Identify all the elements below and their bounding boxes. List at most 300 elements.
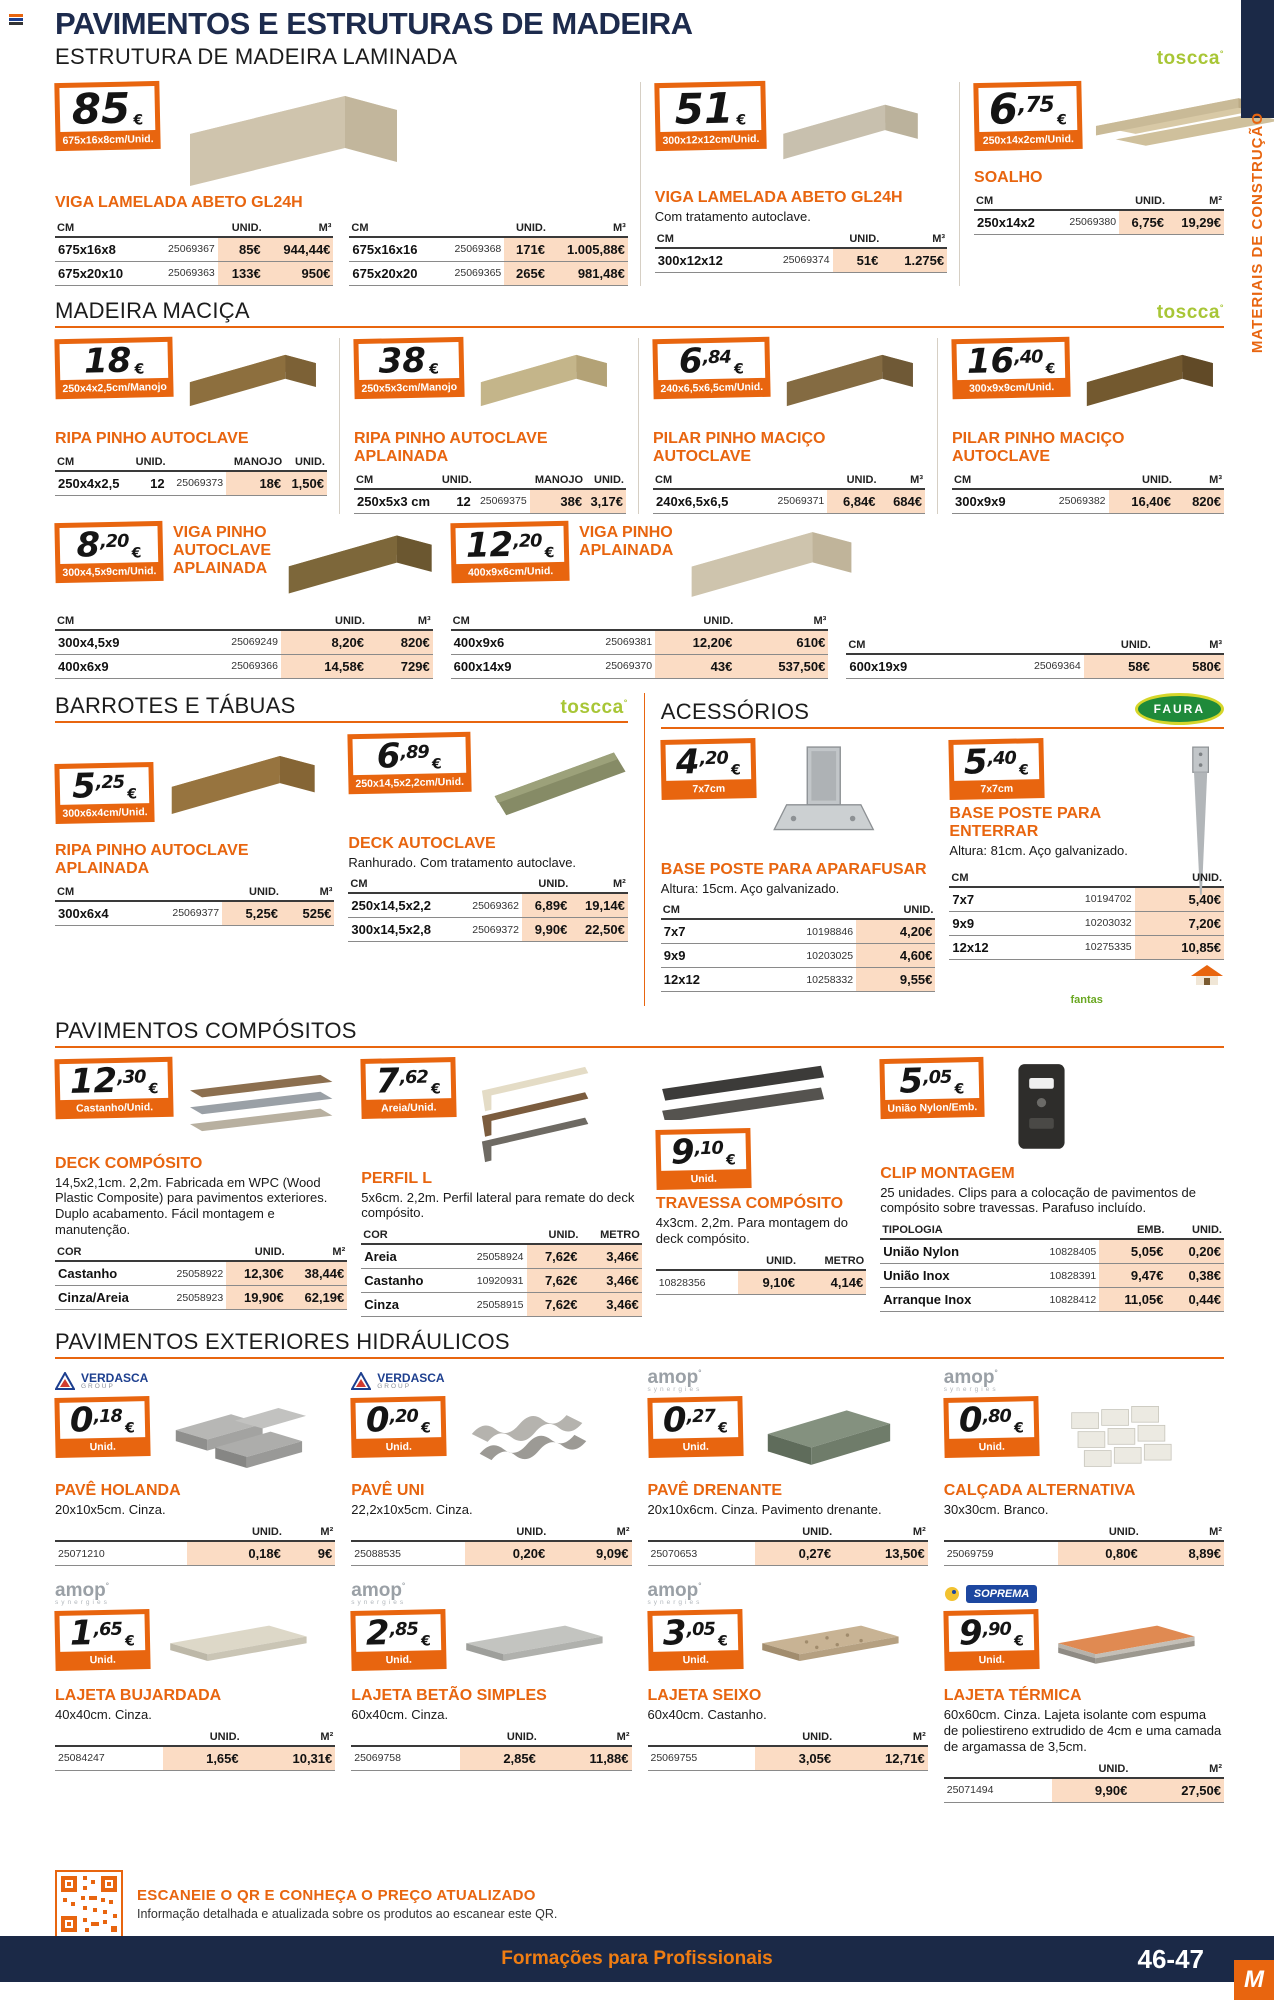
product-card [451, 522, 829, 679]
product-name: VIGA LAMELADA ABETO GL24H [55, 194, 303, 211]
table-cell: 3,46€ [581, 1293, 642, 1317]
table-cell: 25069758 [351, 1746, 459, 1771]
column-header: M³ [881, 231, 947, 248]
column-header: M³ [264, 220, 334, 237]
table-cell: 9,47€ [1099, 1264, 1166, 1288]
product-description: 25 unidades. Clips para a colocação de pavimentos de compósito sobre travessas. Parafuso incluído. [880, 1184, 1197, 1216]
price-tag [54, 337, 174, 399]
euro-sign: € [124, 1420, 135, 1437]
column-header: CM [55, 884, 142, 901]
table-cell: 610€ [735, 630, 828, 655]
column-header [1033, 472, 1108, 489]
product-image [160, 1397, 310, 1475]
product-card [55, 522, 433, 679]
table-cell: 85€ [218, 237, 264, 262]
table-cell: Areia [361, 1244, 452, 1269]
price-table [55, 884, 334, 926]
page-numbers: 46-47 [1137, 1943, 1204, 1974]
qr-footer-subtitle: Informação detalhada e atualizada sobre os produtos ao escanear este QR. [137, 1907, 558, 1921]
euro-sign: € [1045, 360, 1056, 378]
column-header: METRO [581, 1227, 642, 1244]
column-header [474, 472, 530, 489]
product-card [944, 1582, 1224, 1802]
table-cell: 19,90€ [226, 1286, 287, 1310]
section-heading: PAVIMENTOS COMPÓSITOS [55, 1017, 357, 1043]
column-header: UNID. [738, 1253, 798, 1270]
table-cell: 12,20€ [655, 630, 735, 655]
product-name: PAVÊ UNI [351, 1482, 425, 1500]
table-cell: 300x4,5x9 [55, 630, 182, 655]
soprema-logo: SOPREMA [944, 1582, 1224, 1606]
price-table [656, 1253, 866, 1295]
price-table [952, 472, 1224, 514]
product-name: DECK COMPÓSITO [55, 1154, 203, 1172]
table-cell: 981,48€ [548, 261, 628, 285]
price-tag-caption: Castanho/Unid. [75, 1100, 154, 1115]
table-cell: 820€ [1174, 489, 1224, 514]
product-name: CLIP MONTAGEM [880, 1164, 1015, 1182]
price-value: $0^{,80}€$ [958, 1400, 1024, 1442]
column-header [142, 884, 223, 901]
column-header: UNID. [1084, 637, 1153, 654]
table-cell: 12,30€ [226, 1261, 287, 1286]
bottom-bar [0, 1936, 1274, 1982]
product-image [183, 338, 333, 423]
price-value: $1^{,65}€$ [69, 1613, 135, 1654]
price-tag-caption: Unid. [89, 1440, 117, 1454]
table-cell: 18€ [226, 471, 284, 496]
house-icon [1190, 964, 1224, 990]
table-cell: 250x5x3 cm [354, 489, 438, 514]
table-cell: 7,62€ [527, 1244, 581, 1269]
price-table [55, 613, 433, 679]
price-table [351, 1729, 631, 1771]
column-header [1032, 870, 1135, 887]
price-table [351, 1524, 631, 1566]
column-header [438, 220, 504, 237]
table-cell: 25084247 [55, 1746, 163, 1771]
column-header [976, 637, 1083, 654]
section-heading: BARROTES E TÁBUAS [55, 692, 296, 718]
price-tag-caption: 250x4x2,5cm/Manojo [62, 380, 168, 395]
table-row [880, 1264, 1224, 1288]
euro-sign: € [432, 756, 443, 773]
table-cell: 12 [130, 471, 168, 496]
table-cell: 950€ [264, 261, 334, 285]
table-cell: 0,20€ [465, 1541, 548, 1566]
price-value: $12^{,20}€$ [465, 524, 555, 566]
table-cell: 10828356 [656, 1270, 738, 1295]
table-cell: 9,90€ [1052, 1778, 1131, 1803]
table-row [55, 1541, 335, 1566]
column-header: UNID. [226, 1244, 287, 1261]
product-image [466, 1058, 601, 1163]
table-cell: 675x16x16 [349, 237, 438, 262]
product-image [1080, 338, 1230, 423]
table-cell: 0,44€ [1166, 1288, 1224, 1312]
price-tag-caption: 250x5x3cm/Manojo [361, 380, 458, 395]
price-table [648, 1729, 928, 1771]
table-cell: União Nylon [880, 1239, 1020, 1264]
euro-sign: € [148, 1080, 159, 1097]
table-cell: 944,44€ [264, 237, 334, 262]
table-cell: 300x9x9 [952, 489, 1033, 514]
price-tag-caption: Unid. [682, 1440, 709, 1454]
price-tag [973, 81, 1082, 151]
product-name: LAJETA BUJARDADA [55, 1687, 222, 1705]
euro-sign: € [421, 1633, 432, 1650]
table-cell: 4,14€ [798, 1270, 866, 1295]
table-row [361, 1293, 642, 1317]
product-image [780, 338, 930, 423]
table-cell: 171€ [504, 237, 548, 262]
table-row [55, 630, 433, 655]
table-cell: 537,50€ [735, 654, 828, 678]
table-cell: 7,62€ [527, 1293, 581, 1317]
table-cell: 6,89€ [522, 893, 570, 918]
column-header [55, 1729, 163, 1746]
table-cell: 25069249 [182, 630, 281, 655]
price-table [846, 631, 1224, 679]
product-image [776, 82, 936, 182]
table-cell: 25069381 [563, 630, 655, 655]
product-card [339, 338, 626, 514]
price-value: $5^{,25}€$ [71, 765, 138, 807]
table-cell: 675x16x8 [55, 237, 148, 262]
column-header [351, 1729, 459, 1746]
print-registration-mark [9, 14, 23, 26]
table-cell: 300x14,5x2,8 [348, 918, 455, 942]
product-image [170, 82, 420, 187]
table-cell: 3,46€ [581, 1244, 642, 1269]
amop-logo: amop° synergies [943, 1367, 999, 1394]
price-tag [351, 1609, 447, 1671]
table-cell: 25058924 [453, 1244, 527, 1269]
section-heading: MADEIRA MACIÇA [55, 297, 250, 323]
product-description: 60x60cm. Cinza. Lajeta isolante com espuma de poliestireno extrudido de 4cm e uma camada de argamassa de 3,5cm. [943, 1707, 1222, 1754]
price-value: $3^{,05}€$ [661, 1613, 728, 1654]
price-value: 18 € [83, 340, 145, 382]
column-header: M² [1167, 193, 1224, 210]
euro-sign: € [124, 1633, 135, 1650]
verdasca-logo: VERDASCA GROUP [55, 1369, 335, 1393]
table-cell: 9x9 [661, 944, 748, 968]
table-row [348, 893, 627, 918]
price-value: $5^{,40}€$ [963, 741, 1030, 783]
toscca-logo: toscca° [1156, 301, 1224, 323]
corner-color-block [1241, 0, 1274, 118]
product-image [656, 1058, 831, 1120]
price-table [944, 1524, 1224, 1566]
price-table [653, 472, 925, 514]
product-description: 5x6cm. 2,2m. Perfil lateral para remate do deck compósito. [361, 1189, 635, 1221]
table-cell: 11,88€ [539, 1746, 632, 1771]
table-cell: 10203032 [1032, 911, 1135, 935]
table-cell: 525€ [281, 901, 334, 926]
price-tag-caption: 7x7cm [980, 782, 1014, 795]
table-cell: 1.275€ [881, 248, 947, 273]
product-name: VIGA PINHO APLAINADA [579, 523, 674, 559]
table-row [661, 968, 936, 992]
column-header: UNID. [527, 1227, 581, 1244]
table-cell: 400x6x9 [55, 654, 182, 678]
price-value: $0^{,20}€$ [365, 1400, 432, 1442]
column-header [453, 1227, 527, 1244]
price-tag [54, 1056, 174, 1118]
table-cell: 25069366 [182, 654, 281, 678]
price-value: 38 € [378, 340, 440, 382]
column-header [648, 1524, 756, 1541]
table-row [661, 919, 936, 944]
price-tag-caption: 240x6,5x6,5cm/Unid. [660, 380, 764, 395]
table-cell: 25069380 [1053, 210, 1119, 235]
price-tag [660, 738, 756, 800]
column-header: UNID. [827, 472, 878, 489]
table-cell: 25071210 [55, 1541, 187, 1566]
table-row [348, 918, 627, 942]
column-header: UNID. [1052, 1761, 1131, 1778]
product-card [959, 82, 1224, 286]
product-card [55, 733, 334, 943]
table-row [361, 1269, 642, 1293]
amop-logo: amop° synergies [647, 1367, 703, 1394]
table-cell: 9€ [284, 1541, 335, 1566]
column-header: UNID. [1109, 472, 1175, 489]
price-tag [647, 1396, 743, 1458]
column-header: CM [661, 902, 748, 919]
column-header: M³ [548, 220, 628, 237]
column-header: M³ [879, 472, 925, 489]
table-cell: 1,65€ [163, 1746, 242, 1771]
table-cell: 1,50€ [284, 471, 327, 496]
column-header: M² [287, 1244, 348, 1261]
table-cell: 22,50€ [570, 918, 627, 942]
product-image [160, 1610, 310, 1680]
column-header: UNID. [163, 1729, 242, 1746]
price-tag [54, 1396, 150, 1458]
table-row [880, 1288, 1224, 1312]
product-image [683, 522, 873, 607]
euro-sign: € [133, 112, 144, 129]
price-table [348, 876, 627, 942]
price-tag-caption: 250x14x2cm/Unid. [982, 132, 1075, 147]
column-header: UNID. [504, 220, 548, 237]
column-header [944, 1761, 1052, 1778]
euro-sign: € [730, 762, 741, 779]
table-cell: 25069382 [1033, 489, 1108, 514]
product-name: RIPA PINHO AUTOCLAVE APLAINADA [354, 429, 548, 465]
table-row [55, 471, 327, 496]
column-header: MANOJO [226, 454, 284, 471]
table-cell: 7x7 [661, 919, 748, 944]
table-cell: 1.005,88€ [548, 237, 628, 262]
price-value: $6^{,84}€$ [678, 341, 744, 382]
price-value: $8^{,20}€$ [76, 524, 142, 566]
table-cell: 5,05€ [1099, 1239, 1166, 1264]
table-cell: Cinza/Areia [55, 1286, 157, 1310]
table-cell: 27,50€ [1130, 1778, 1224, 1803]
column-header: M² [570, 876, 627, 893]
table-cell: 8,20€ [281, 630, 367, 655]
product-name: VIGA LAMELADA ABETO GL24H [654, 189, 903, 206]
product-image [1048, 1397, 1198, 1475]
column-header: M³ [367, 613, 433, 630]
price-table [361, 1227, 642, 1317]
price-value: $4^{,20}€$ [675, 741, 741, 783]
table-cell: 600x19x9 [846, 654, 976, 679]
table-cell: 25069759 [944, 1541, 1058, 1566]
table-cell: 12x12 [661, 968, 748, 992]
product-description: 20x10x5cm. Cinza. [55, 1502, 166, 1518]
product-name: PILAR PINHO MACIÇO AUTOCLAVE [952, 429, 1125, 465]
price-tag-caption: Unid. [89, 1653, 117, 1667]
column-header: UNID. [1119, 193, 1167, 210]
table-row [949, 911, 1224, 935]
table-row [944, 1778, 1224, 1803]
column-header [648, 1729, 756, 1746]
price-table [661, 902, 936, 992]
table-cell: 25069374 [757, 248, 833, 273]
euro-sign: € [954, 1081, 965, 1098]
column-header: UNID. [460, 1729, 539, 1746]
table-row [880, 1239, 1224, 1264]
product-name: RIPA PINHO AUTOCLAVE [55, 429, 249, 447]
column-header: EMB. [1099, 1222, 1166, 1239]
column-header: M³ [281, 884, 334, 901]
product-card [55, 1582, 335, 1802]
price-tag-caption: Unid. [682, 1653, 709, 1667]
product-name: VIGA PINHO AUTOCLAVE APLAINADA [172, 523, 272, 577]
product-card [55, 1058, 347, 1318]
table-cell: 250x4x2,5 [55, 471, 130, 496]
table-cell: 25069375 [474, 489, 530, 514]
table-row [55, 654, 433, 678]
product-image [994, 1058, 1089, 1158]
table-cell: 25069362 [456, 893, 522, 918]
amop-logo: amop° synergies [647, 1580, 703, 1607]
table-cell: 25058923 [157, 1286, 227, 1310]
table-cell: 0,80€ [1058, 1541, 1141, 1566]
table-cell: 4,60€ [856, 944, 935, 968]
table-cell: Cinza [361, 1293, 452, 1317]
price-value: $0^{,27}€$ [661, 1400, 728, 1442]
table-cell: 38€ [530, 489, 585, 514]
column-header [157, 1244, 227, 1261]
euro-sign: € [717, 1633, 728, 1650]
table-cell: 400x9x6 [451, 630, 563, 655]
table-row [974, 210, 1224, 235]
product-image [481, 733, 631, 828]
product-image [281, 522, 451, 607]
product-description: Com tratamento autoclave. [654, 208, 811, 224]
column-header: CM [55, 454, 130, 471]
table-row [351, 1541, 631, 1566]
product-name: RIPA PINHO AUTOCLAVE APLAINADA [55, 841, 249, 877]
table-row [349, 237, 627, 262]
product-card [880, 1058, 1224, 1318]
table-cell: 11,05€ [1099, 1288, 1166, 1312]
price-tag-caption: 7x7cm [692, 782, 726, 795]
table-cell: 9,10€ [738, 1270, 798, 1295]
product-description: Altura: 15cm. Aço galvanizado. [660, 880, 840, 896]
price-table [648, 1524, 928, 1566]
table-cell: 2,85€ [460, 1746, 539, 1771]
column-header: CM [952, 472, 1033, 489]
table-cell: 10194702 [1032, 887, 1135, 912]
table-cell: 16,40€ [1109, 489, 1175, 514]
product-card [648, 1582, 928, 1802]
euro-sign: € [733, 361, 744, 378]
product-card [55, 1369, 335, 1566]
column-header: COR [361, 1227, 452, 1244]
table-cell: 265€ [504, 261, 548, 285]
euro-sign: € [736, 112, 747, 129]
product-name: PILAR PINHO MACIÇO AUTOCLAVE [653, 429, 826, 465]
column-header: MANOJO [530, 472, 585, 489]
table-row [451, 630, 829, 655]
table-cell: 25069367 [148, 237, 217, 262]
price-tag [951, 337, 1071, 399]
price-tag-caption: 400x9x6cm/Unid. [467, 564, 554, 579]
column-header: M² [539, 1729, 632, 1746]
table-row [55, 261, 333, 285]
column-header: UNID. [465, 1524, 548, 1541]
product-card [640, 82, 947, 286]
column-header: CM [451, 613, 563, 630]
euro-sign: € [1019, 762, 1030, 779]
product-card [351, 1369, 631, 1566]
column-header: UNID. [438, 472, 474, 489]
product-card [348, 733, 627, 943]
price-tag [654, 81, 766, 151]
product-name: BASE POSTE PARA APARAFUSAR [660, 860, 927, 878]
table-cell: 6,75€ [1119, 210, 1167, 235]
price-tag [348, 731, 472, 793]
table-cell: 133€ [218, 261, 264, 285]
column-header [748, 902, 857, 919]
table-row [351, 1746, 631, 1771]
side-category-label: MATERIAIS DE CONSTRUÇÃO [1249, 112, 1266, 354]
column-header: M² [834, 1524, 928, 1541]
table-cell: 25058915 [453, 1293, 527, 1317]
product-description: Altura: 81cm. Aço galvanizado. [949, 843, 1128, 859]
column-header [944, 1524, 1058, 1541]
price-tag-caption: Unid. [385, 1440, 413, 1454]
column-header: CM [846, 637, 976, 654]
price-table [354, 472, 626, 514]
price-tag [943, 1396, 1039, 1458]
price-table [55, 1729, 335, 1771]
table-cell: 25069370 [563, 654, 655, 678]
product-description: Ranhurado. Com tratamento autoclave. [348, 854, 577, 870]
euro-sign: € [131, 545, 142, 562]
column-header: UNID. [187, 1524, 284, 1541]
price-tag [647, 1609, 743, 1671]
section-heading: PAVIMENTOS EXTERIORES HIDRÁULICOS [55, 1329, 510, 1355]
price-value: $6^{,89}€$ [376, 735, 443, 777]
column-header [656, 1253, 738, 1270]
column-header: UNID. [218, 220, 264, 237]
price-value: $12^{,30}€$ [69, 1060, 159, 1102]
table-row [949, 935, 1224, 959]
verdasca-logo: VERDASCA GROUP [351, 1369, 631, 1393]
table-row [648, 1541, 928, 1566]
column-header: UNID. [222, 884, 281, 901]
product-card [361, 1058, 642, 1318]
product-name: LAJETA TÉRMICA [943, 1687, 1082, 1705]
product-name: LAJETA SEIXO [647, 1687, 762, 1705]
table-cell: 3,46€ [581, 1269, 642, 1293]
